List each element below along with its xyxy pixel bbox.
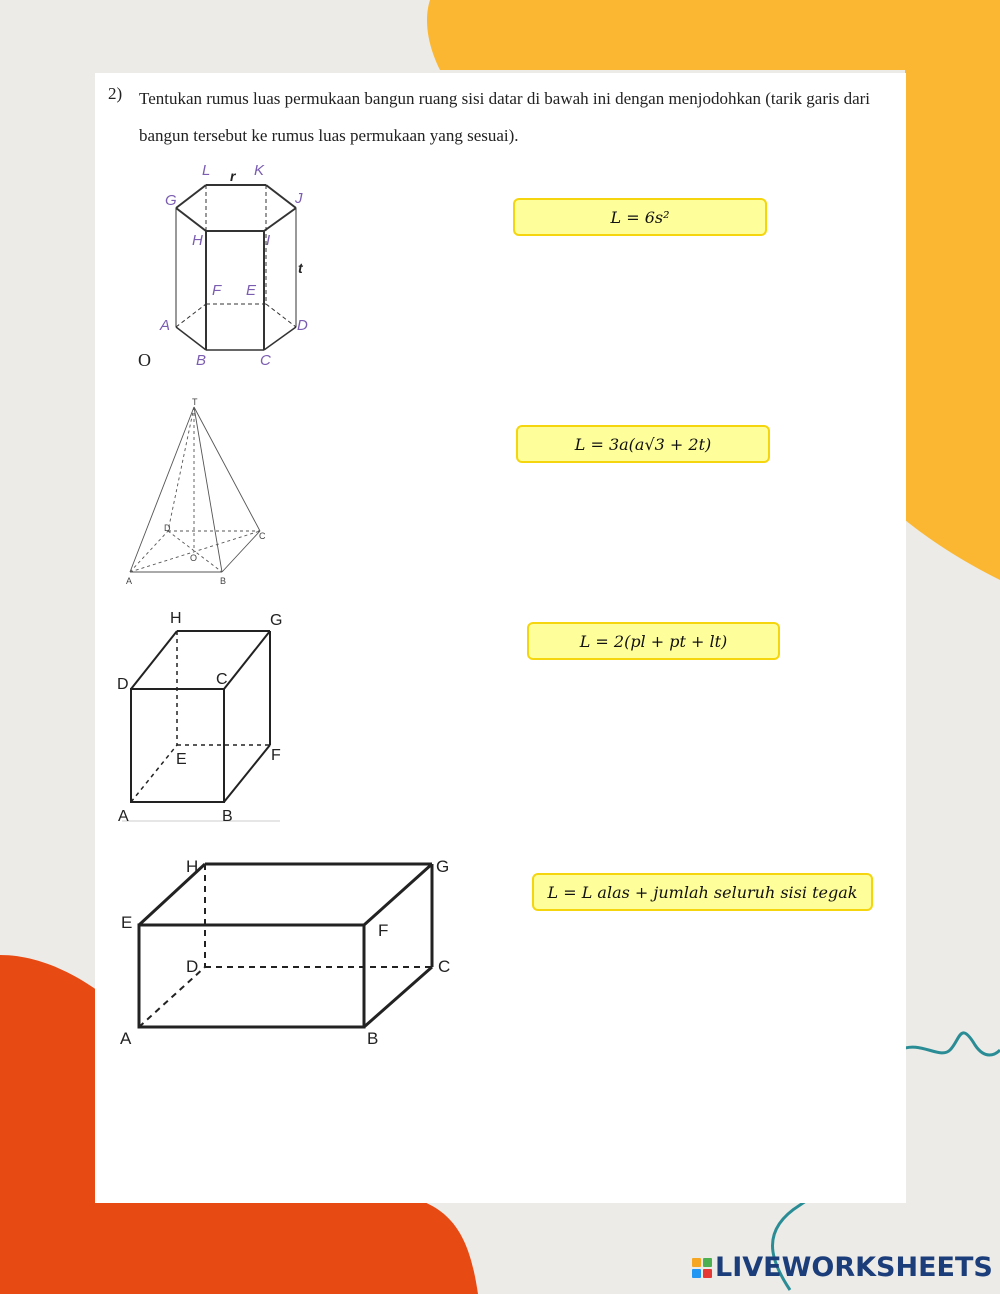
vertex-label-F: F [378, 921, 389, 940]
vertex-label-F: F [212, 282, 222, 299]
vertex-label-G: G [165, 192, 177, 209]
vertex-label-O: O [190, 553, 198, 563]
hexagonal-prism-figure [150, 155, 325, 375]
edge-label-r: r [230, 168, 236, 184]
vertex-label-H: H [192, 232, 203, 249]
vertex-label-C: C [260, 352, 271, 369]
vertex-label-L: L [202, 162, 211, 179]
vertex-label-H: H [186, 857, 199, 876]
question-text: Tentukan rumus luas permukaan bangun ruang sisi datar di bawah ini dengan menjodohkan (tarik garis dari bangun tersebut ke rumus luas permukaan yang sesuai). [139, 89, 871, 145]
vertex-label-B: B [222, 808, 233, 825]
vertex-label-G: G [436, 857, 450, 876]
formula-box-hexagonal-prism[interactable]: L = 3a(a√3 + 2t) [516, 425, 770, 463]
liveworksheets-wordmark: LIVEWORKSHEETS [715, 1252, 993, 1283]
vertex-label-E: E [176, 751, 187, 768]
stray-mark: O [138, 350, 151, 370]
vertex-label-D: D [117, 676, 129, 693]
liveworksheets-brand [692, 1252, 993, 1283]
vertex-label-F: F [271, 747, 281, 764]
edge-label-t: t [298, 260, 303, 276]
vertex-label-D: D [297, 317, 308, 334]
formula-box-pyramid[interactable]: L = L alas + jumlah seluruh sisi tegak [532, 873, 873, 911]
vertex-label-A: A [118, 808, 129, 825]
vertex-label-C: C [259, 531, 266, 541]
vertex-label-A: A [160, 317, 171, 334]
vertex-label-D: D [186, 957, 199, 976]
vertex-label-K: K [254, 162, 265, 179]
vertex-label-D: D [164, 523, 171, 533]
vertex-label-A: A [120, 1029, 132, 1048]
cuboid-figure [112, 850, 462, 1050]
vertex-label-E: E [246, 282, 257, 299]
vertex-label-E: E [121, 913, 133, 932]
vertex-label-G: G [270, 612, 283, 629]
pyramid-figure [120, 395, 280, 590]
vertex-label-C: C [438, 957, 451, 976]
liveworksheets-logo-icon [692, 1258, 712, 1278]
vertex-label-H: H [170, 610, 182, 627]
formula-box-cube[interactable]: L = 6s² [513, 198, 767, 236]
vertex-label-A: A [126, 576, 133, 586]
vertex-label-B: B [367, 1029, 379, 1048]
question-number: 2) [108, 84, 123, 103]
vertex-label-B: B [220, 576, 227, 586]
vertex-label-I: I [266, 232, 271, 249]
vertex-label-T: T [192, 397, 198, 407]
vertex-label-B: B [196, 352, 207, 369]
formula-box-cuboid[interactable]: L = 2(pl + pt + lt) [527, 622, 780, 660]
cube-figure [112, 603, 292, 828]
vertex-label-J: J [295, 190, 303, 207]
vertex-label-C: C [216, 671, 228, 688]
